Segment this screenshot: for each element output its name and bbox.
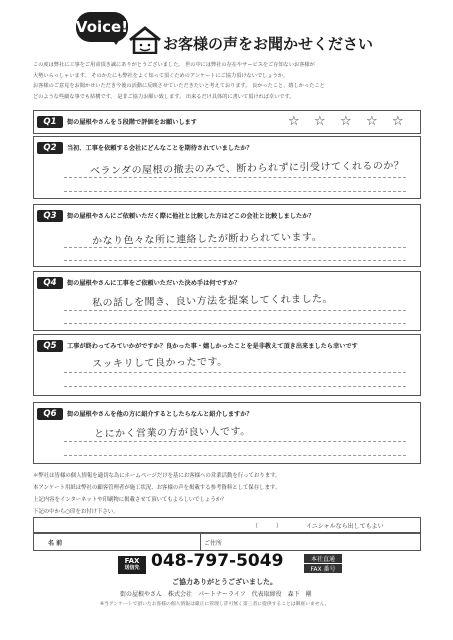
answer-line xyxy=(64,177,406,178)
thanks-text: ご協力ありがとうございました。 xyxy=(172,578,277,586)
fax-badge-top: FAX xyxy=(124,557,140,565)
answer-text: スッキリして良かったです。 xyxy=(91,356,228,370)
house-icon xyxy=(128,26,162,54)
question-number: Q2 xyxy=(37,142,63,154)
answer-line xyxy=(64,372,406,373)
question-number: Q4 xyxy=(37,277,63,289)
answer-line xyxy=(64,247,406,248)
voice-badge-tail xyxy=(110,36,122,45)
answer-line xyxy=(64,386,406,387)
name-field[interactable] xyxy=(40,551,160,552)
fax-badge xyxy=(118,556,146,574)
initial-consent-box[interactable] xyxy=(33,517,421,533)
question-4-frame xyxy=(33,271,421,331)
question-3-frame xyxy=(33,204,421,267)
answer-text: ベランダの屋根の撤去のみで、断わられずに引受けてくれるのか？ xyxy=(89,160,405,177)
question-text: 工事が終わってみていかがですか？良かった事・嬉しかったことを是非教えて頂き出来ましたら幸いです xyxy=(67,343,358,350)
intro-line: この度は弊社に工事をご用命頂き誠にありがとうございました。 世の中には弊社の存在やサービスをご存知ないお客様が xyxy=(33,62,315,68)
answer-line xyxy=(64,260,406,261)
page-title: お客様の声をお聞かせください xyxy=(163,35,374,53)
name-label: 名 前 xyxy=(48,540,63,547)
divider xyxy=(200,534,201,550)
star-icon[interactable]: ☆ xyxy=(392,114,404,129)
question-number: Q3 xyxy=(37,210,63,222)
answer-text: かなり色々な所に連絡したが断わられています。 xyxy=(91,231,323,247)
question-6-frame xyxy=(33,402,421,464)
answer-text: 私の話しを聞き、良い方法を提案してくれました。 xyxy=(91,293,334,309)
question-number: Q6 xyxy=(37,408,63,420)
intro-text xyxy=(33,60,433,102)
star-icon[interactable]: ☆ xyxy=(366,114,378,129)
footer-note: 本アンケート用紙は弊社の顧客管理者が施工状況、お客様の声を掲載する参考資料として保存します。 xyxy=(33,485,281,491)
privacy-note: ※当アンケートで頂いたお客様の個人情報は厳正に管理し許可無く第三者に提供することは御座いません。 xyxy=(100,602,330,607)
company-info: 街の屋根やさん 株式会社 パートナーライフ 代表取締役 森下 剛 xyxy=(120,591,312,598)
fax-badge-bottom: 送信先 xyxy=(124,565,140,571)
answer-line xyxy=(64,310,406,311)
initial-label: イニシャルなら出してもよい xyxy=(306,523,384,530)
answer-text: とにかく営業の方が良い人です。 xyxy=(93,426,251,440)
question-text: 街の屋根やさんを他の方に紹介するとしたらなんと紹介しますか？ xyxy=(67,411,253,418)
footer-note: 上記内容をインターネットや印刷物に掲載させて頂いてもよろしいでしょうか？ xyxy=(33,497,227,503)
initial-paren: （ ） xyxy=(252,523,283,530)
question-1-frame xyxy=(33,110,421,134)
fax-number: 048-797-5049 xyxy=(151,551,284,571)
question-number: Q1 xyxy=(37,116,63,128)
footer-note: 下記の中から○印をお付け下さい。 xyxy=(33,509,119,515)
intro-line: どのような些細な事でも結構です。 是非ご協力お願い致します。 出来るだけ具体的に書いて頂ければ幸いです。 xyxy=(33,93,295,100)
footer-note: ＊弊社は皆様の個人情報を適切な為にホームページだけを基にお客様への営業活動を行っております。 xyxy=(33,473,281,479)
question-text: 当初、工事を依頼する会社にどんなことを期待されていましたか？ xyxy=(67,145,253,152)
question-text: 街の屋根やさんにご依頼いただく際に他社と比較した方はどこの会社と比較しましたか？ xyxy=(67,213,315,220)
star-icon[interactable]: ☆ xyxy=(288,114,300,129)
fax-tag-number: FAX 番号 xyxy=(304,564,342,573)
fax-tag-direct: 本社直通 xyxy=(304,554,342,563)
answer-line xyxy=(64,323,406,324)
intro-line: 大勢いらっしゃいます。 そのかたにも弊社をよく知って頂くためのアンケートにご協力頂けないでしょうか。 xyxy=(33,72,289,79)
question-text: 街の屋根やさんを５段階で評価をお願いします xyxy=(67,119,197,126)
question-5-frame xyxy=(33,334,421,396)
question-2-frame xyxy=(33,136,421,199)
address-label: ご住所 xyxy=(204,540,223,547)
name-address-row xyxy=(33,533,421,551)
question-text: 街の屋根やさんに工事をご依頼いただいた決め手は何ですか？ xyxy=(67,280,241,287)
answer-line xyxy=(64,191,406,192)
voice-badge: Voice! xyxy=(76,12,128,42)
star-icon[interactable]: ☆ xyxy=(340,114,352,129)
answer-line xyxy=(64,441,406,442)
answer-line xyxy=(64,455,406,456)
star-icon[interactable]: ☆ xyxy=(314,114,326,129)
question-number: Q5 xyxy=(37,340,63,352)
intro-line: お客様のご意見をお聞かせいただき今後の活動に反映させていただきたいと考えております。 良かったこと、嬉しかったこと xyxy=(33,83,325,90)
